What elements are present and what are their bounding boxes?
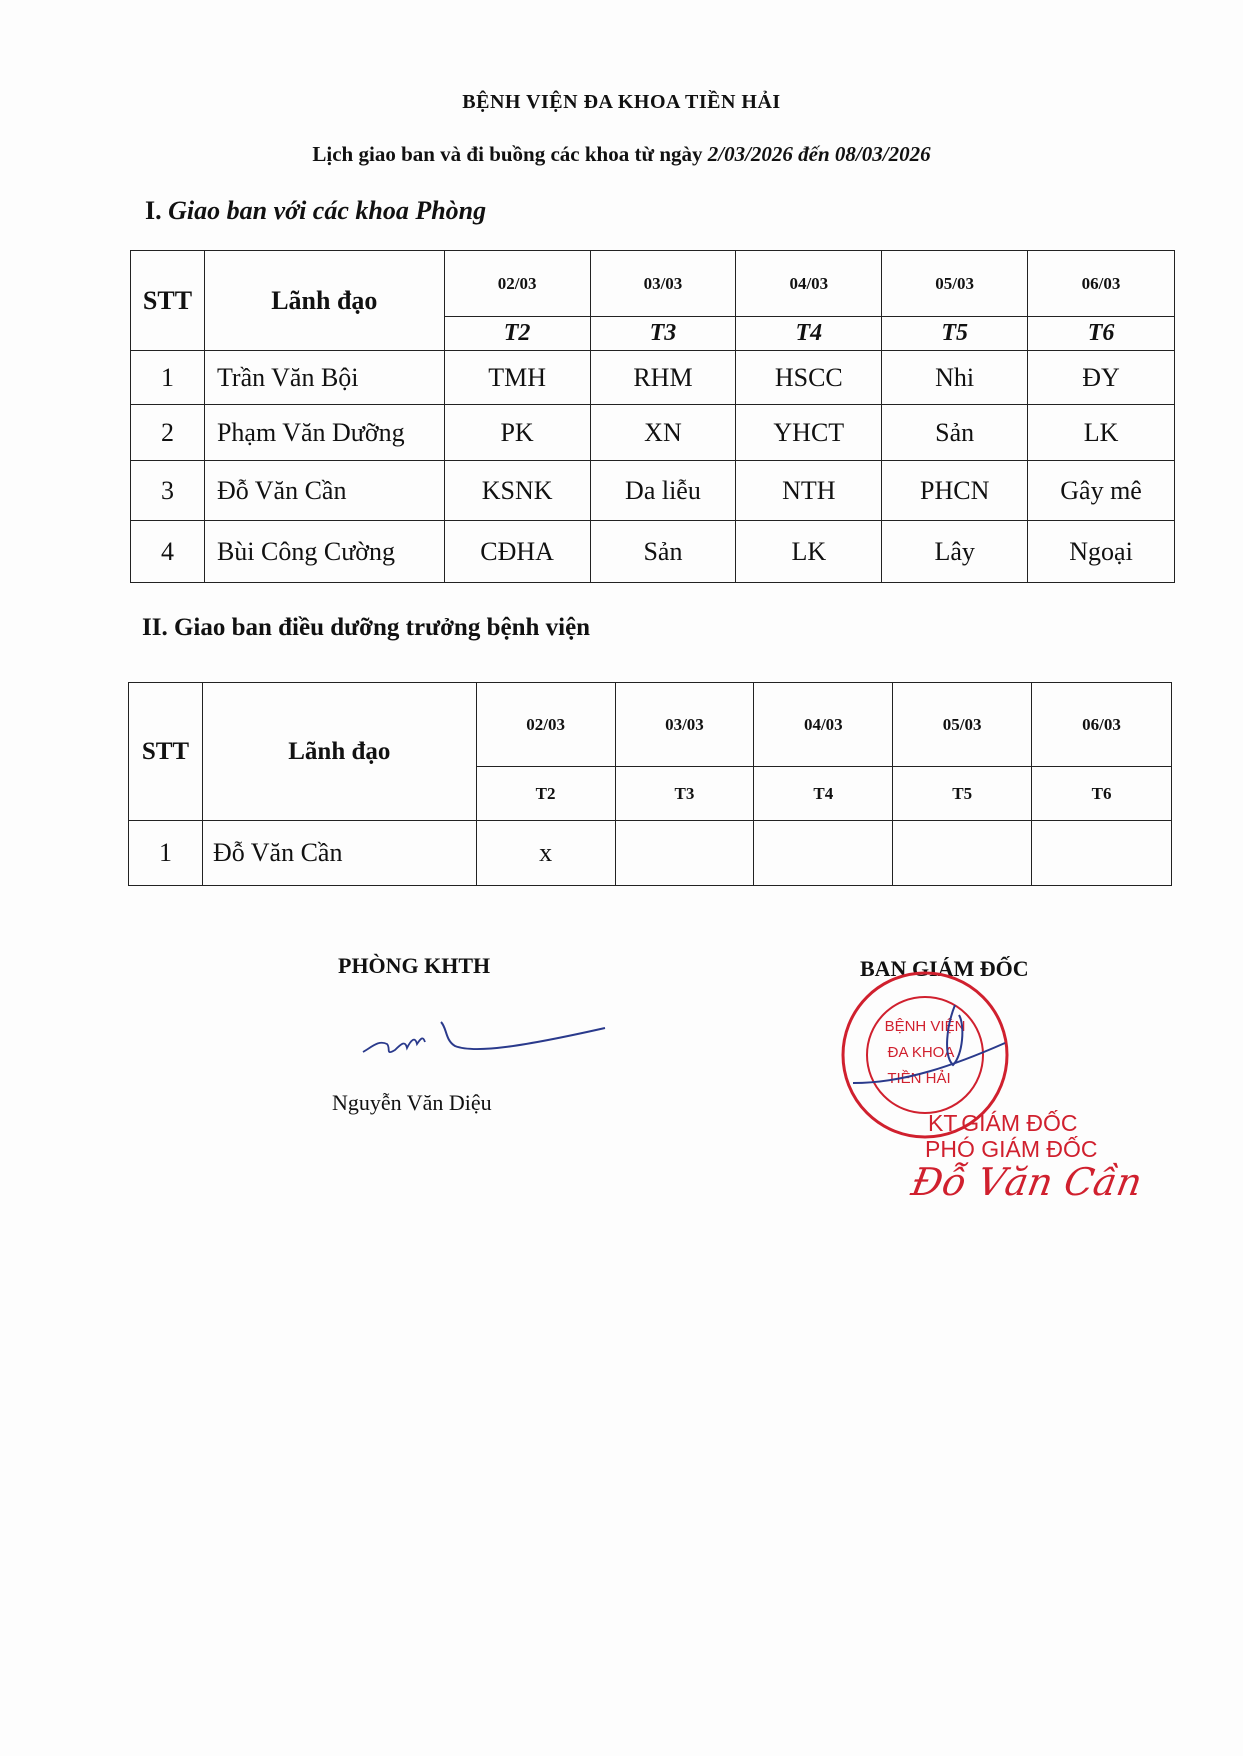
- table-row: [131, 405, 1175, 461]
- table-row: [131, 461, 1175, 521]
- col-stt-header: STT: [131, 251, 205, 351]
- row-cell: Sản: [590, 521, 736, 583]
- date-header: 02/03: [444, 251, 590, 317]
- day-header: T3: [615, 767, 754, 821]
- department-schedule-table: [130, 250, 1175, 583]
- table-row: [131, 521, 1175, 583]
- row-name: Bùi Công Cường: [204, 521, 444, 583]
- day-header: T5: [882, 317, 1028, 351]
- row-name: Đỗ Văn Cần: [204, 461, 444, 521]
- row-stt: 2: [131, 405, 205, 461]
- row-cell: HSCC: [736, 351, 882, 405]
- section1-title: Giao ban với các khoa Phòng: [168, 196, 487, 225]
- col-lead-header: Lãnh đạo: [202, 683, 476, 821]
- date-header: 04/03: [736, 251, 882, 317]
- col-lead-header: Lãnh đạo: [204, 251, 444, 351]
- day-header: T4: [736, 317, 882, 351]
- day-header: T6: [1028, 317, 1175, 351]
- stamp-line2: ĐA KHOA: [887, 1044, 955, 1061]
- date-header: 04/03: [754, 683, 893, 767]
- row-stt: 1: [131, 351, 205, 405]
- day-header: T2: [476, 767, 615, 821]
- row-cell: PK: [444, 405, 590, 461]
- row-cell: [893, 821, 1032, 886]
- date-header: 05/03: [893, 683, 1032, 767]
- row-cell: Da liễu: [590, 461, 736, 521]
- row-cell: [1032, 821, 1172, 886]
- row-cell: [615, 821, 754, 886]
- row-cell: Ngoại: [1028, 521, 1175, 583]
- right-sign-title: BAN GIÁM ĐỐC: [860, 956, 1029, 981]
- day-header: T5: [893, 767, 1032, 821]
- schedule-prefix: Lịch giao ban và đi buồng các khoa từ ngày: [312, 142, 708, 166]
- col-stt-header: STT: [129, 683, 203, 821]
- row-cell: LK: [1028, 405, 1175, 461]
- row-cell: Nhi: [882, 351, 1028, 405]
- date-header: 02/03: [476, 683, 615, 767]
- row-name: Đỗ Văn Cần: [202, 821, 476, 886]
- schedule-range: 2/03/2026 đến 08/03/2026: [707, 142, 931, 166]
- row-cell: NTH: [736, 461, 882, 521]
- section2-heading: II. Giao ban điều dưỡng trưởng bệnh viện: [142, 614, 591, 641]
- row-cell: TMH: [444, 351, 590, 405]
- row-cell: LK: [736, 521, 882, 583]
- row-cell: Gây mê: [1028, 461, 1175, 521]
- section1-heading: [145, 196, 486, 226]
- date-header: 06/03: [1028, 251, 1175, 317]
- section1-number: I.: [145, 196, 169, 225]
- table-row: [129, 821, 1172, 886]
- left-sign-title: PHÒNG KHTH: [338, 953, 491, 978]
- left-signer-name: Nguyễn Văn Diệu: [332, 1090, 492, 1115]
- row-cell: CĐHA: [444, 521, 590, 583]
- day-header: T2: [444, 317, 590, 351]
- row-cell: YHCT: [736, 405, 882, 461]
- date-header: 05/03: [882, 251, 1028, 317]
- nursing-schedule-table: [128, 682, 1172, 886]
- row-name: Phạm Văn Dưỡng: [204, 405, 444, 461]
- date-header: 06/03: [1032, 683, 1172, 767]
- day-header: T4: [754, 767, 893, 821]
- stamp-line3: TIỀN HẢI: [887, 1070, 951, 1087]
- row-cell: ĐY: [1028, 351, 1175, 405]
- date-header: 03/03: [615, 683, 754, 767]
- schedule-title: [0, 142, 1243, 167]
- hospital-name: BỆNH VIỆN ĐA KHOA TIỀN HẢI: [462, 91, 781, 113]
- row-cell: Lây: [882, 521, 1028, 583]
- right-signer-name: Đỗ Văn Cần: [908, 1160, 1146, 1204]
- row-name: Trần Văn Bội: [204, 351, 444, 405]
- row-stt: 3: [131, 461, 205, 521]
- right-role-line1: KT.GIÁM ĐỐC: [928, 1110, 1078, 1136]
- date-header: 03/03: [590, 251, 736, 317]
- row-cell: PHCN: [882, 461, 1028, 521]
- row-cell: Sản: [882, 405, 1028, 461]
- right-role-line2: PHÓ GIÁM ĐỐC: [925, 1136, 1098, 1162]
- row-stt: 1: [129, 821, 203, 886]
- row-cell: KSNK: [444, 461, 590, 521]
- day-header: T3: [590, 317, 736, 351]
- signature-icon: [355, 1010, 615, 1080]
- row-cell: RHM: [590, 351, 736, 405]
- row-cell: XN: [590, 405, 736, 461]
- table-row: [131, 351, 1175, 405]
- day-header: T6: [1032, 767, 1172, 821]
- row-cell: x: [476, 821, 615, 886]
- row-stt: 4: [131, 521, 205, 583]
- row-cell: [754, 821, 893, 886]
- stamp-line1: BỆNH VIỆN: [884, 1018, 966, 1035]
